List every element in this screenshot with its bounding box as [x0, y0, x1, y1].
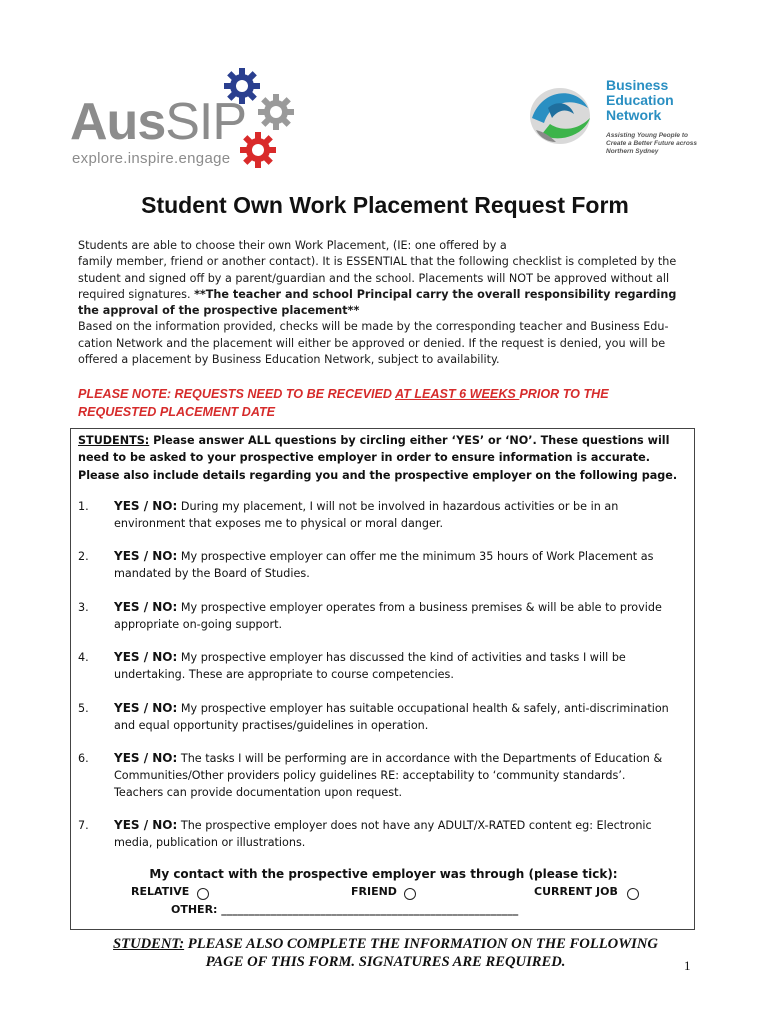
ben-tagline-line: Create a Better Future across: [606, 140, 698, 147]
aussip-word-bold: Aus: [70, 93, 166, 151]
current-job-label: CURRENT JOB: [534, 885, 618, 898]
yes-no-option[interactable]: YES / NO:: [114, 751, 178, 765]
yes-no-option[interactable]: YES / NO:: [114, 818, 178, 832]
notice-text-end: PRIOR TO THE REQUESTED PLACEMENT DATE: [78, 387, 609, 419]
yes-no-option[interactable]: YES / NO:: [114, 499, 178, 513]
question-number: 3.: [78, 601, 89, 614]
question-number: 4.: [78, 651, 89, 664]
footer-student-label: STUDENT:: [113, 936, 185, 952]
aussip-word-light: SIP: [165, 93, 247, 151]
notice-emphasis: AT LEAST 6 WEEKS: [395, 387, 520, 401]
friend-checkbox[interactable]: [404, 888, 416, 900]
gray-gear-icon: [256, 92, 296, 132]
question-number: 1.: [78, 500, 89, 513]
question-number: 2.: [78, 550, 89, 563]
notice-text: PLEASE NOTE: REQUESTS NEED TO BE RECEVIED: [78, 387, 395, 401]
intro-para2: Based on the information provided, checks will be made by the corresponding teacher and Business Edu-cation Network and the placement will either be approved or denied. If the request is denied, you will be offered a placement by Business Education Network, subject to availability.: [78, 320, 669, 367]
ben-name-line: Education: [606, 92, 674, 108]
aussip-logo: [70, 66, 310, 176]
aussip-tagline: explore.inspire.engage: [72, 150, 231, 167]
question-text: My prospective employer has suitable occupational health & safely, anti-discrimination and equal opportunity practises/guidelines in operation.: [114, 702, 669, 732]
instructions-text: Please answer ALL questions by circling either ‘YES’ or ‘NO’. These questions will need to be asked to your prospective employer in order to ensure information is accurate. Please also include details regarding you and the prospective employer on the following page.: [78, 434, 678, 482]
question-number: 5.: [78, 702, 89, 715]
ben-name-line: Business: [606, 77, 669, 93]
yes-no-option[interactable]: YES / NO:: [114, 600, 178, 614]
page-title: Student Own Work Placement Request Form: [141, 192, 629, 218]
ben-tagline-line: Assisting Young People to: [606, 132, 688, 139]
ben-swirl-icon: [522, 78, 600, 152]
ben-logo: [520, 72, 720, 182]
question-number: 6.: [78, 752, 89, 765]
question-text: During my placement, I will not be involved in hazardous activities or be in an environment that exposes me to physical or moral danger.: [114, 500, 619, 530]
students-label: STUDENTS:: [78, 434, 150, 447]
footer-line-1: [78, 935, 693, 953]
other-field[interactable]: OTHER: ______________________________________________________: [171, 903, 519, 916]
footer-line-2: PAGE OF THIS FORM. SIGNATURES ARE REQUIRED.: [205, 954, 566, 970]
contact-method-title: My contact with the prospective employer was through (please tick):: [149, 867, 618, 881]
intro-para1: [78, 254, 690, 319]
intro-para1-text: family member, friend or another contact). It is ESSENTIAL that the following checklist is completed by the student and signed off by a parent/guardian and the school. Placements will NOT be approved without all required signatures.: [78, 255, 677, 301]
ben-tagline-line: Northern Sydney: [606, 148, 659, 155]
deadline-notice: [78, 385, 678, 421]
aussip-wordmark: [70, 93, 247, 151]
question-text: My prospective employer operates from a business premises & will be able to provide appropriate on-going support.: [114, 601, 662, 631]
intro-responsibility-note: **The teacher and school Principal carry the overall responsibility regarding the approval of the prospective placement**: [78, 287, 677, 318]
yes-no-option[interactable]: YES / NO:: [114, 650, 178, 664]
friend-label: FRIEND: [351, 885, 397, 898]
relative-label: RELATIVE: [131, 885, 190, 898]
yes-no-option[interactable]: YES / NO:: [114, 549, 178, 563]
ben-tagline: [606, 132, 716, 156]
intro-first-line: Students are able to choose their own Work Placement, (IE: one offered by a: [78, 239, 507, 252]
question-text: The prospective employer does not have any ADULT/X-RATED content eg: Electronic media, publication or illustrations.: [114, 819, 652, 849]
relative-checkbox[interactable]: [197, 888, 209, 900]
questions-box: [70, 428, 695, 930]
questions-instructions: [78, 432, 690, 484]
intro-paragraph: [78, 238, 690, 368]
yes-no-option[interactable]: YES / NO:: [114, 701, 178, 715]
question-text: The tasks I will be performing are in accordance with the Departments of Education & Communities/Other providers policy guidelines RE: acceptability to ‘community standards’. Teachers can provide documentation upon request.: [114, 752, 663, 799]
question-text: My prospective employer has discussed the kind of activities and tasks I will be undertaking. These are appropriate to course competencies.: [114, 651, 626, 681]
question-number: 7.: [78, 819, 89, 832]
current-job-checkbox[interactable]: [627, 888, 639, 900]
footer-text: PLEASE ALSO COMPLETE THE INFORMATION ON THE FOLLOWING: [184, 936, 658, 952]
footer-instruction: [78, 935, 693, 971]
ben-name-line: Network: [606, 107, 662, 123]
question-text: My prospective employer can offer me the minimum 35 hours of Work Placement as mandated by the Board of Studies.: [114, 550, 654, 580]
ben-name: [606, 78, 674, 123]
page-number: 1: [684, 958, 691, 973]
